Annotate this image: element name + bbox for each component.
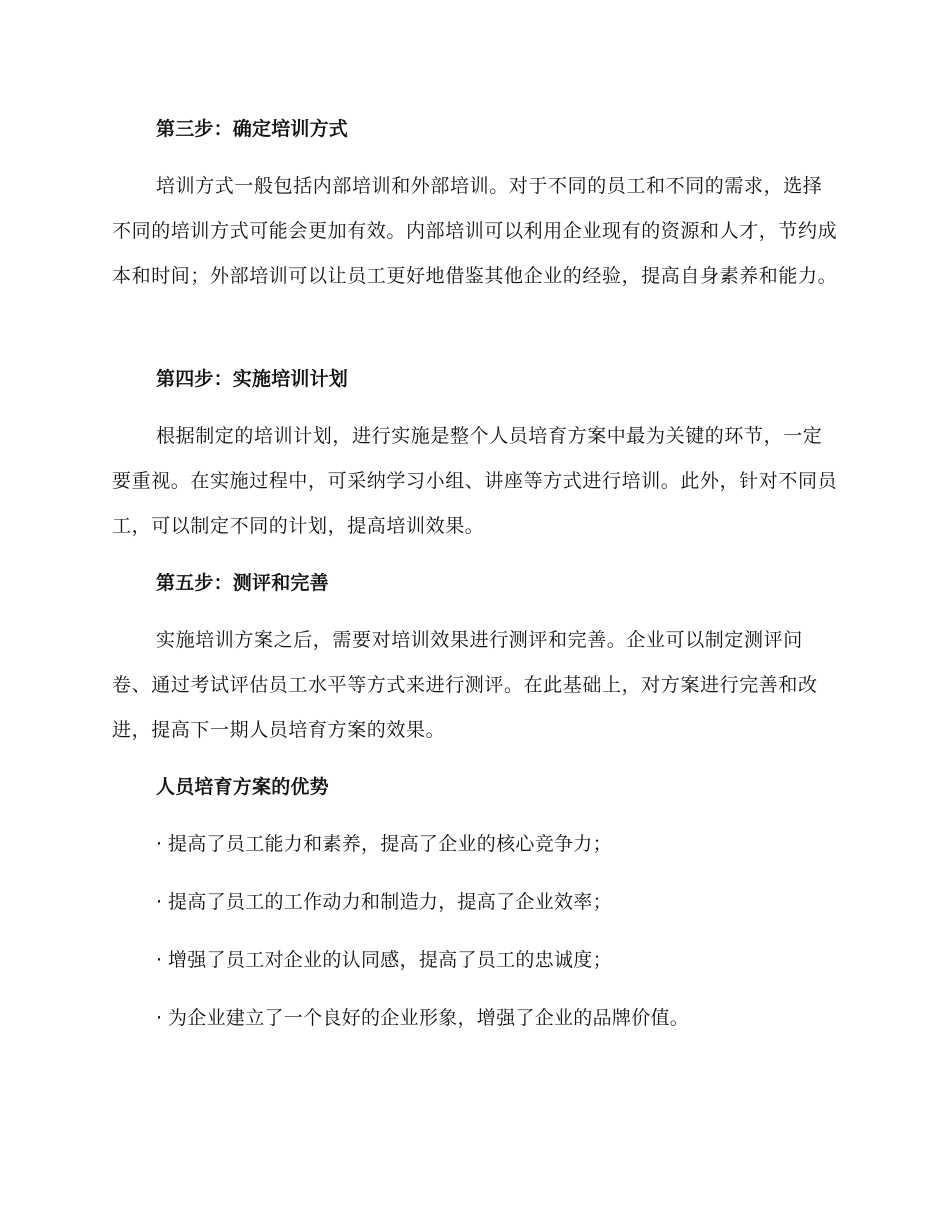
bullet-icon: · [156, 949, 163, 971]
advantage-item [156, 1005, 689, 1031]
bullet-icon: · [156, 891, 163, 913]
bullet-icon: · [156, 1007, 163, 1029]
advantage-item [156, 947, 612, 973]
bullet-icon: · [156, 833, 163, 855]
advantage-item [156, 889, 612, 915]
section-heading-step-5: 第五步：测评和完善 [156, 572, 329, 594]
advantage-item-text: 增强了员工对企业的认同感，提高了员工的忠诚度； [168, 949, 612, 971]
section-body-step-3: 培训方式一般包括内部培训和外部培训。对于不同的员工和不同的需求，选择不同的培训方式可能会更加有效。内部培训可以利用企业现有的资源和人才，节约成本和时间；外部培训可以让员工更好地借鉴其他企业的经验，提高自身素养和能力。 [112, 175, 838, 287]
advantage-item-text: 提高了员工的工作动力和制造力，提高了企业效率； [168, 891, 612, 913]
advantage-item [156, 831, 612, 857]
advantage-item-text: 提高了员工能力和素养，提高了企业的核心竞争力； [168, 833, 612, 855]
section-body-step-5: 实施培训方案之后，需要对培训效果进行测评和完善。企业可以制定测评问卷、通过考试评估员工水平等方式来进行测评。在此基础上，对方案进行完善和改进，提高下一期人员培育方案的效果。 [112, 629, 818, 741]
advantages-heading: 人员培育方案的优势 [156, 776, 329, 798]
section-body-step-4: 根据制定的培训计划，进行实施是整个人员培育方案中最为关键的环节，一定要重视。在实施过程中，可采纳学习小组、讲座等方式进行培训。此外，针对不同员工，可以制定不同的计划，提高培训效果。 [112, 425, 838, 537]
advantage-item-text: 为企业建立了一个良好的企业形象，增强了企业的品牌价值。 [168, 1007, 690, 1029]
section-heading-step-3: 第三步：确定培训方式 [156, 118, 349, 140]
section-heading-step-4: 第四步：实施培训计划 [156, 368, 349, 390]
